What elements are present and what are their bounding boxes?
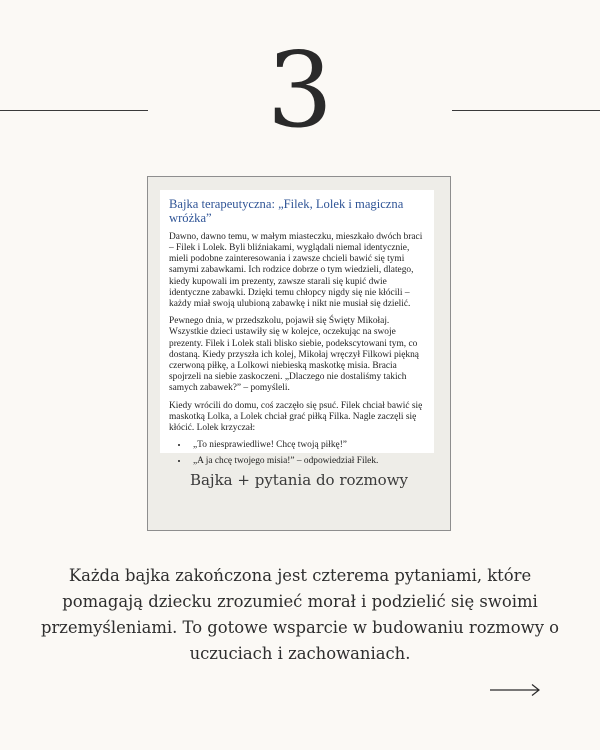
card-caption: Bajka + pytania do rozmowy [189, 471, 409, 489]
document-paragraph-1: Dawno, dawno temu, w małym miasteczku, mieszkało dwóch braci – Filek i Lolek. Byli bliźniakami, wyglądali niemal identycznie, mieli podobne zainteresowania i zawsze chcieli bawić się tymi samymi zabawkami. Ich rodzice dobrze o tym wiedzieli, dlatego, kiedy kupowali im prezenty, zawsze starali się kupić dwie identyczne zabawki. Dzięki temu chłopcy nigdy się nie kłócili – każdy miał swoją ulubioną zabawkę i nikt nie musiał się dzielić. [169, 231, 423, 310]
document-title: Bajka terapeutyczna: „Filek, Lolek i magiczna wróżka” [169, 197, 404, 226]
document-bullet-list [169, 440, 426, 467]
arrow-right-icon[interactable] [489, 681, 541, 699]
description-text: Każda bajka zakończona jest czterema pytaniami, które pomagają dziecku zrozumieć morał i podzielić się swoimi przemyśleniami. To gotowe wsparcie w budowaniu rozmowy o uczuciach i zachowaniach. [40, 566, 560, 663]
document-bullet-2: • „A ja chcę twojego misia!” – odpowiedział Filek. [189, 456, 426, 467]
document-bullet-1: • „To niesprawiedliwe! Chcę twoją piłkę!” [189, 440, 426, 451]
document-paragraph-2: Pewnego dnia, w przedszkolu, pojawił się Święty Mikołaj. Wszystkie dzieci ustawiły się w kolejce, oczekując na swoje prezenty. Filek i Lolek stali blisko siebie, podekscytowani tym, co dostaną. Kiedy przyszła ich kolej, Mikołaj wręczył Filkowi piękną czerwoną piłkę, a Lolkowi niebieską maskotkę misia. Bracia spojrzeli na siebie zaskoczeni. „Dlaczego nie dostaliśmy takich samych zabawek?” – pomyśleli. [169, 316, 419, 394]
document-paragraph-3: Kiedy wrócili do domu, coś zaczęło się psuć. Filek chciał bawić się maskotką Lolka, a Lolek chciał grać piłką Filka. Nagle zaczęli się kłócić. Lolek krzyczał: [169, 400, 423, 434]
preview-card [147, 176, 451, 531]
document-preview [160, 190, 434, 467]
step-number: 3 [266, 29, 334, 151]
